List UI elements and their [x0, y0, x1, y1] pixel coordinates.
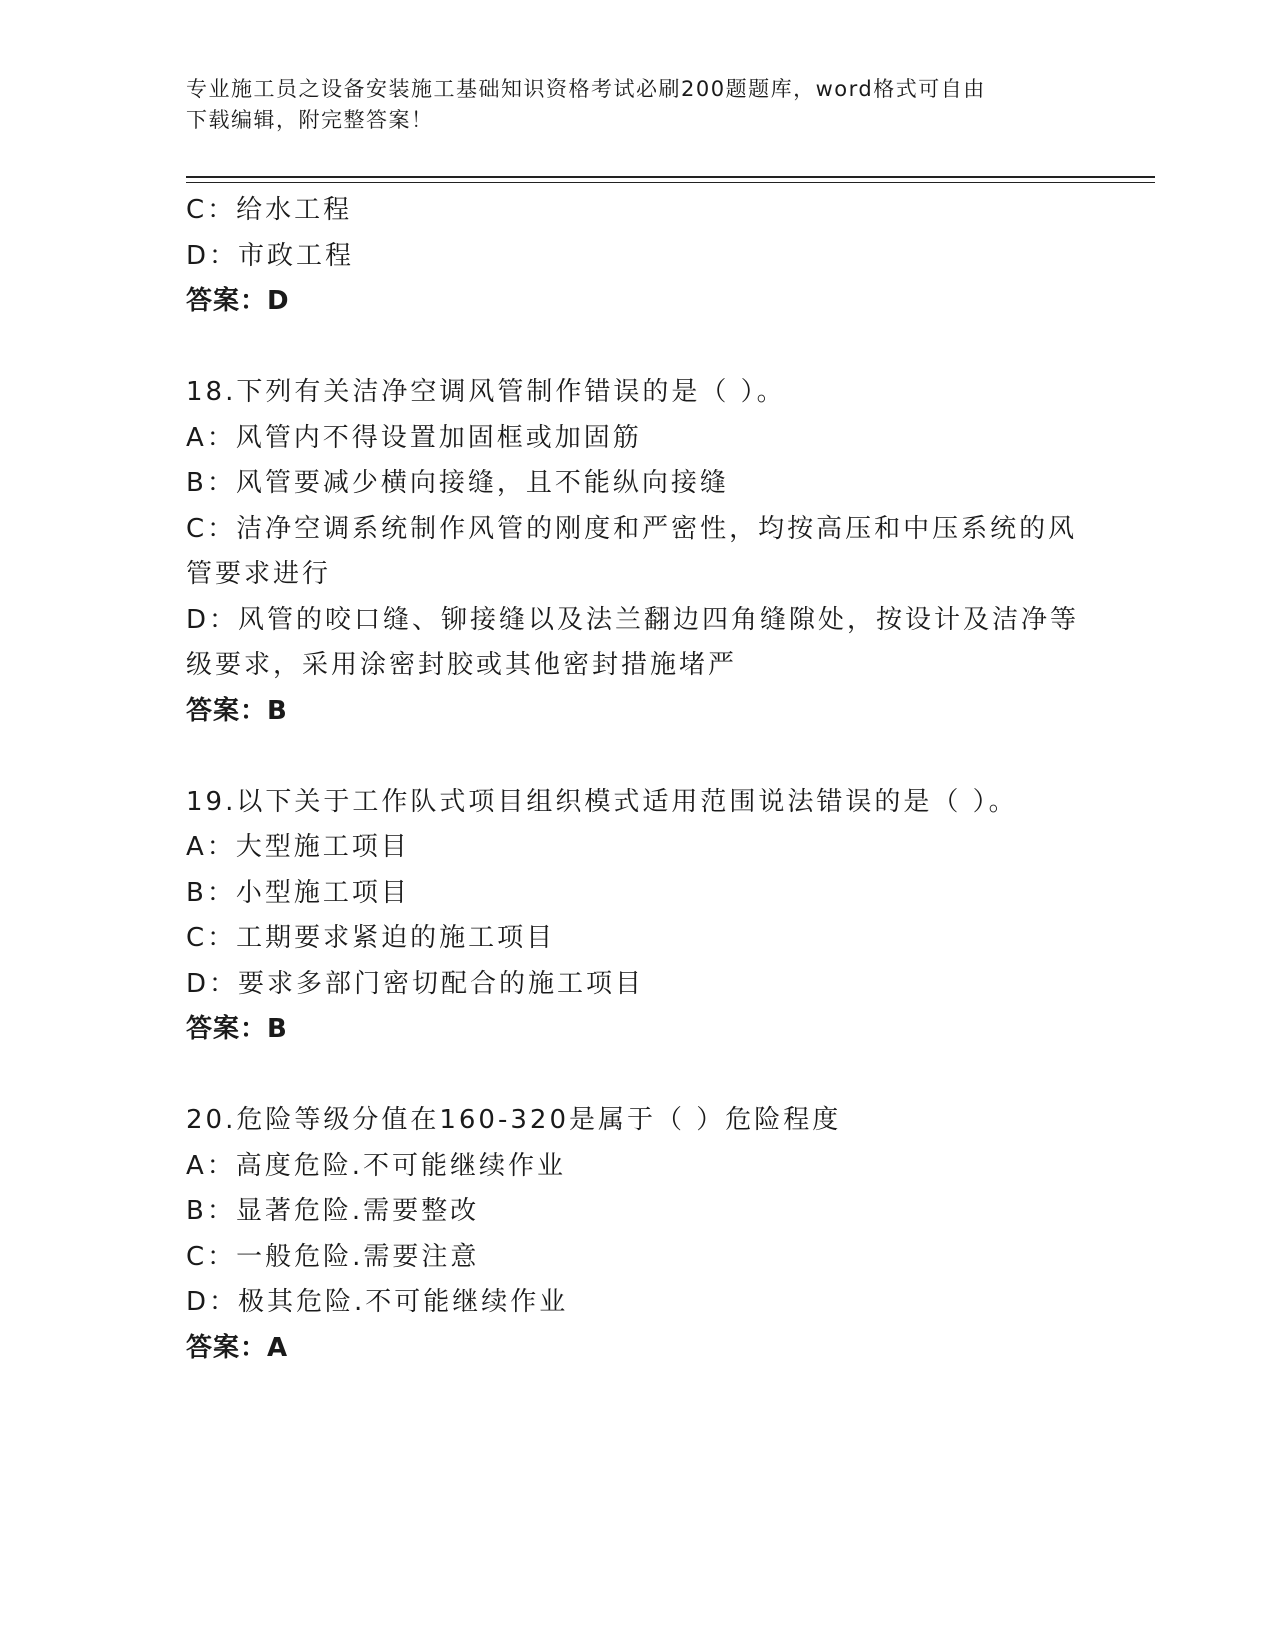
option-d: D：要求多部门密切配合的施工项目 — [186, 968, 645, 999]
option-c-continued: 管要求进行 — [186, 559, 332, 589]
answer-line: 答案：D — [186, 286, 290, 316]
spacer — [186, 1053, 1086, 1099]
option-d: D：极其危险.不可能继续作业 — [186, 1287, 569, 1317]
question-stem: 19.以下关于工作队式项目组织模式适用范围说法错误的是（ ）。 — [186, 786, 1018, 817]
option-b: B：风管要减少横向接缝，且不能纵向接缝 — [186, 468, 729, 498]
header-divider-thick — [186, 176, 1155, 178]
previous-question-fragment — [186, 188, 1086, 325]
question-stem: 18.下列有关洁净空调风管制作错误的是（ ）。 — [186, 377, 786, 407]
option-d-continued: 级要求，采用涂密封胶或其他密封措施堵严 — [186, 650, 738, 680]
option-b: B：显著危险.需要整改 — [186, 1196, 480, 1226]
header-divider-thin — [186, 182, 1155, 183]
option-c: C：工期要求紧迫的施工项目 — [186, 923, 556, 953]
header-line-1: 专业施工员之设备安装施工基础知识资格考试必刷200题题库，word格式可自由 — [186, 77, 986, 101]
question-18 — [186, 370, 1086, 734]
option-c: C：给水工程 — [186, 195, 353, 225]
question-content — [186, 188, 1086, 1371]
answer-line: 答案：A — [186, 1332, 289, 1363]
option-a: A：高度危险.不可能继续作业 — [186, 1150, 567, 1181]
option-d: D：风管的咬口缝、铆接缝以及法兰翻边四角缝隙处，按设计及洁净等 — [186, 604, 1080, 635]
option-c: C：一般危险.需要注意 — [186, 1241, 480, 1272]
question-19 — [186, 780, 1086, 1053]
header-line-2: 下载编辑，附完整答案！ — [186, 108, 434, 132]
question-stem: 20.危险等级分值在160-320是属于（ ）危险程度 — [186, 1105, 842, 1135]
answer-line: 答案：B — [186, 1014, 288, 1044]
answer-line: 答案：B — [186, 695, 288, 726]
spacer — [186, 734, 1086, 780]
question-20 — [186, 1098, 1086, 1371]
document-header — [186, 74, 1086, 136]
spacer — [186, 325, 1086, 371]
option-b: B：小型施工项目 — [186, 877, 410, 908]
option-a: A：风管内不得设置加固框或加固筋 — [186, 422, 642, 453]
option-d: D：市政工程 — [186, 240, 355, 271]
option-c: C：洁净空调系统制作风管的刚度和严密性，均按高压和中压系统的风 — [186, 513, 1078, 544]
option-a: A：大型施工项目 — [186, 832, 410, 862]
